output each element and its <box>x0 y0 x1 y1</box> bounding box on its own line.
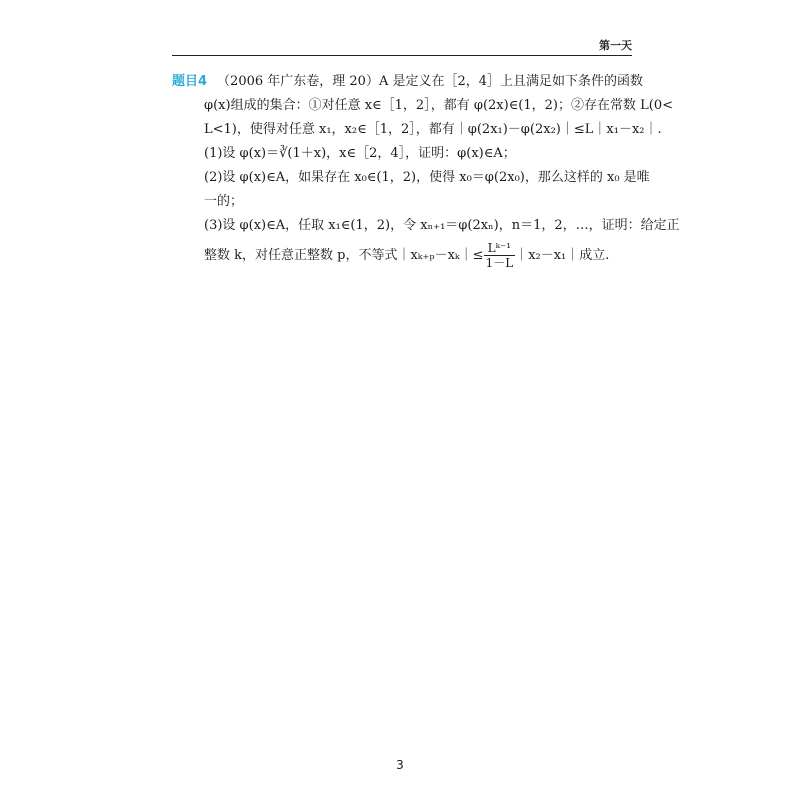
part-3-text: (3)设 φ(x)∈A，任取 x₁∈(1，2)，令 xₙ₊₁＝φ(2xₙ)，n＝1，2，…，证明：给定正 <box>204 218 680 233</box>
header-rule <box>172 55 632 56</box>
part-2 <box>172 166 650 190</box>
fraction <box>484 241 516 270</box>
part-3-continued <box>172 238 632 274</box>
fraction-denominator: 1－L <box>485 256 514 270</box>
problem-text-2: φ(x)组成的集合：①对任意 x∈［1，2］，都有 φ(2x)∈(1，2)；②存在常数 L(0< <box>204 98 673 113</box>
part-1-text: (1)设 φ(x)＝∛(1＋x)，x∈［2，4］，证明：φ(x)∈A； <box>204 146 516 161</box>
part-3-text-after: ｜x₂－x₁｜成立. <box>515 248 610 263</box>
chapter-title: 第一天 <box>599 39 632 52</box>
problem-line-2 <box>172 94 673 118</box>
page-header <box>172 37 632 57</box>
part-2-text-cont: 一的； <box>204 194 244 209</box>
fraction-numerator: Lᵏ⁻¹ <box>484 241 516 256</box>
problem-line-3 <box>172 118 662 142</box>
part-2-continued <box>172 190 632 214</box>
part-1 <box>172 142 632 166</box>
part-2-text: (2)设 φ(x)∈A，如果存在 x₀∈(1，2)，使得 x₀＝φ(2x₀)，那么这样的 x₀ 是唯 <box>204 170 650 185</box>
problem-line-1 <box>172 70 644 94</box>
page-number: 3 <box>396 758 404 772</box>
part-3-text-before: 整数 k，对任意正整数 p，不等式｜xₖ₊ₚ－xₖ｜≤ <box>204 248 484 263</box>
problem-text-1: （2006 年广东卷，理 20）A 是定义在［2，4］上且满足如下条件的函数 <box>217 74 644 89</box>
problem-text-3: L<1)，使得对任意 x₁，x₂∈［1，2］，都有｜φ(2x₁)－φ(2x₂)｜≤L｜x₁－x₂｜. <box>204 122 662 137</box>
problem-label: 题目4 <box>172 74 208 89</box>
problem-block <box>172 70 680 274</box>
part-3 <box>172 214 680 238</box>
